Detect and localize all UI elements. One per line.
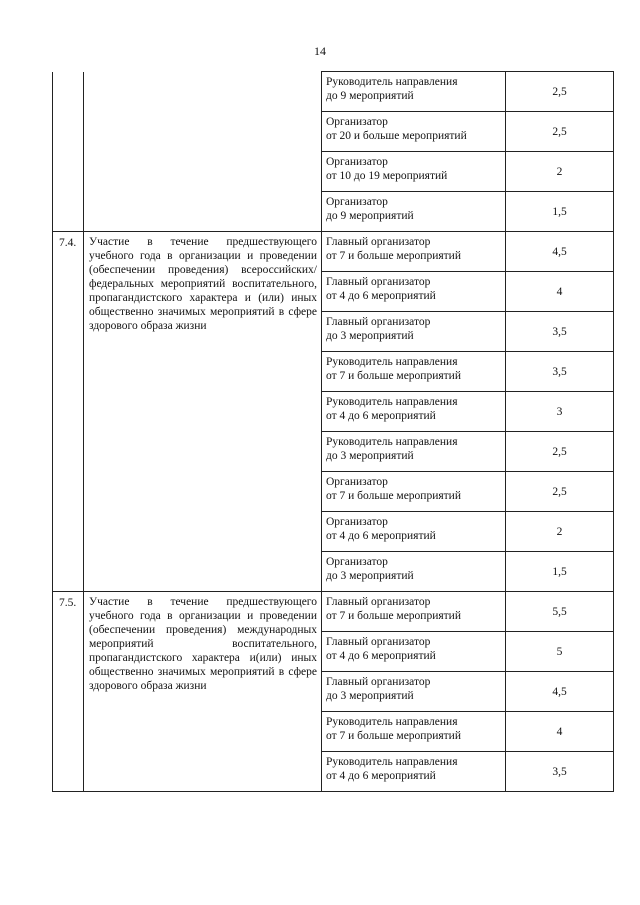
score-cell: 2 xyxy=(506,152,614,192)
role-label: Организатор xyxy=(326,116,388,128)
event-range-label: до 9 мероприятий xyxy=(326,90,414,102)
role-label: Руководитель направления xyxy=(326,756,458,768)
condition-cell xyxy=(322,272,506,312)
table-row xyxy=(53,72,614,112)
event-range-label: от 10 до 19 мероприятий xyxy=(326,170,448,182)
role-label: Главный организатор xyxy=(326,676,431,688)
role-label: Руководитель направления xyxy=(326,356,458,368)
event-range-label: до 3 мероприятий xyxy=(326,570,414,582)
condition-cell xyxy=(322,512,506,552)
role-label: Организатор xyxy=(326,556,388,568)
event-range-label: от 7 и больше мероприятий xyxy=(326,730,461,742)
score-cell: 2,5 xyxy=(506,432,614,472)
item-description-cell xyxy=(84,232,322,592)
criteria-table xyxy=(52,71,614,792)
condition-cell xyxy=(322,232,506,272)
item-description-cell xyxy=(84,72,322,232)
item-number: 7.5. xyxy=(59,597,77,609)
item-description: Участие в течение предшествующего учебного года в организации и проведении (обеспечении проведения) международных мероприятий воспитательного, пропагандистского характера и(или) иных общественно значимых мероприятий в сфере здорового образа жизни xyxy=(89,596,317,692)
score-cell: 1,5 xyxy=(506,552,614,592)
criteria-table-body xyxy=(53,72,614,792)
event-range-label: до 3 мероприятий xyxy=(326,690,414,702)
event-range-label: от 4 до 6 мероприятий xyxy=(326,530,436,542)
condition-cell xyxy=(322,472,506,512)
condition-cell xyxy=(322,552,506,592)
score-cell: 3,5 xyxy=(506,352,614,392)
event-range-label: от 7 и больше мероприятий xyxy=(326,490,461,502)
condition-cell xyxy=(322,192,506,232)
role-label: Руководитель направления xyxy=(326,716,458,728)
role-label: Руководитель направления xyxy=(326,76,458,88)
score-cell: 5 xyxy=(506,632,614,672)
role-label: Организатор xyxy=(326,156,388,168)
event-range-label: до 3 мероприятий xyxy=(326,450,414,462)
score-cell: 1,5 xyxy=(506,192,614,232)
item-description-cell xyxy=(84,592,322,792)
score-cell: 5,5 xyxy=(506,592,614,632)
condition-cell xyxy=(322,752,506,792)
event-range-label: до 9 мероприятий xyxy=(326,210,414,222)
score-cell: 3,5 xyxy=(506,312,614,352)
event-range-label: от 7 и больше мероприятий xyxy=(326,370,461,382)
role-label: Главный организатор xyxy=(326,236,431,248)
event-range-label: до 3 мероприятий xyxy=(326,330,414,342)
score-cell: 4 xyxy=(506,272,614,312)
item-description: Участие в течение предшествующего учебного года в организации и проведении (обеспечении проведения) всероссийских/федеральных мероприятий воспитательного, пропагандистского характера и (или) иных общественно значимых мероприятий в сфере здорового образа жизни xyxy=(89,236,317,332)
table-row xyxy=(53,592,614,632)
role-label: Главный организатор xyxy=(326,636,431,648)
item-number: 7.4. xyxy=(59,237,77,249)
condition-cell xyxy=(322,432,506,472)
role-label: Руководитель направления xyxy=(326,436,458,448)
condition-cell xyxy=(322,72,506,112)
event-range-label: от 4 до 6 мероприятий xyxy=(326,770,436,782)
score-cell: 2 xyxy=(506,512,614,552)
condition-cell xyxy=(322,712,506,752)
condition-cell xyxy=(322,112,506,152)
score-cell: 3 xyxy=(506,392,614,432)
role-label: Руководитель направления xyxy=(326,396,458,408)
event-range-label: от 7 и больше мероприятий xyxy=(326,610,461,622)
score-cell: 2,5 xyxy=(506,112,614,152)
event-range-label: от 4 до 6 мероприятий xyxy=(326,650,436,662)
event-range-label: от 4 до 6 мероприятий xyxy=(326,410,436,422)
condition-cell xyxy=(322,672,506,712)
item-number-cell xyxy=(53,72,84,232)
role-label: Организатор xyxy=(326,516,388,528)
event-range-label: от 4 до 6 мероприятий xyxy=(326,290,436,302)
condition-cell xyxy=(322,152,506,192)
role-label: Главный организатор xyxy=(326,596,431,608)
score-cell: 4,5 xyxy=(506,232,614,272)
page-number: 14 xyxy=(314,44,326,58)
role-label: Организатор xyxy=(326,196,388,208)
score-cell: 4 xyxy=(506,712,614,752)
item-number-cell xyxy=(53,232,84,592)
condition-cell xyxy=(322,632,506,672)
item-number-cell xyxy=(53,592,84,792)
table-row xyxy=(53,232,614,272)
condition-cell xyxy=(322,592,506,632)
condition-cell xyxy=(322,312,506,352)
event-range-label: от 7 и больше мероприятий xyxy=(326,250,461,262)
score-cell: 2,5 xyxy=(506,72,614,112)
role-label: Главный организатор xyxy=(326,276,431,288)
condition-cell xyxy=(322,352,506,392)
score-cell: 3,5 xyxy=(506,752,614,792)
role-label: Организатор xyxy=(326,476,388,488)
score-cell: 4,5 xyxy=(506,672,614,712)
score-cell: 2,5 xyxy=(506,472,614,512)
role-label: Главный организатор xyxy=(326,316,431,328)
event-range-label: от 20 и больше мероприятий xyxy=(326,130,467,142)
condition-cell xyxy=(322,392,506,432)
